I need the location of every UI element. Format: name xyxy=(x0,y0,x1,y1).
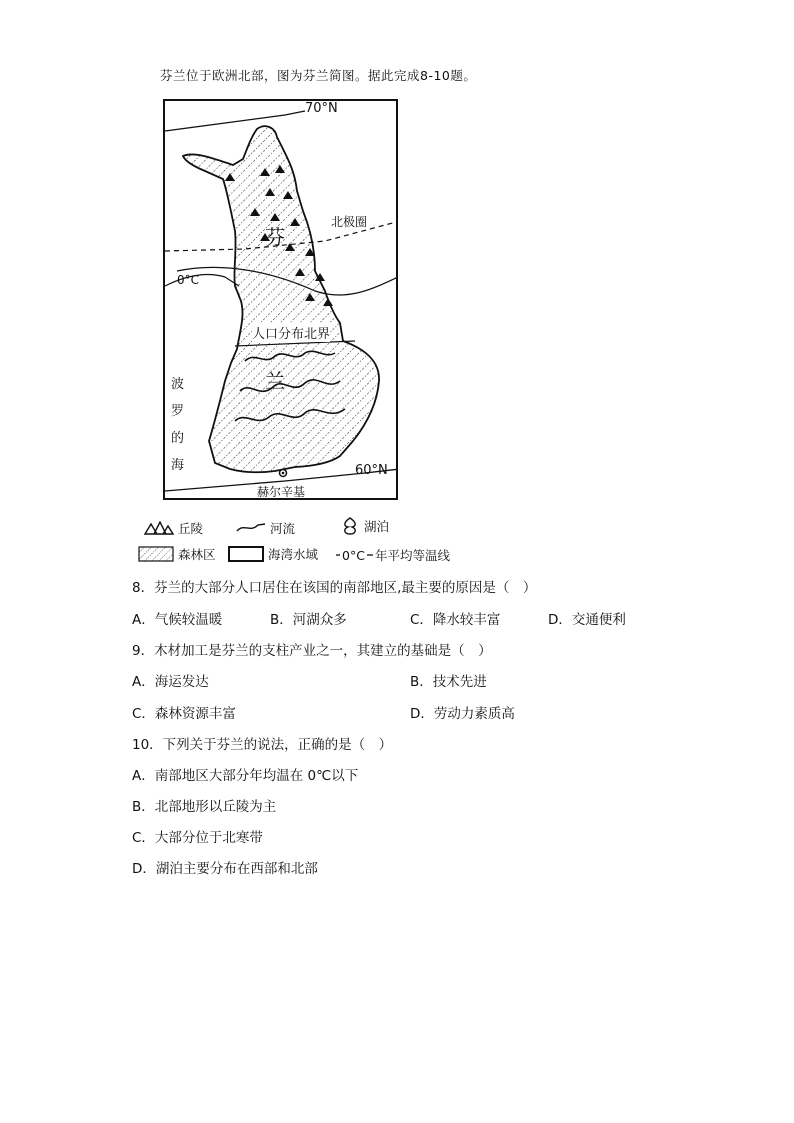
question-8-stem: 8．芬兰的大部分人口居住在该国的南部地区,最主要的原因是（ ） xyxy=(132,580,537,596)
country-char-2: 兰 xyxy=(265,369,285,393)
q9-option-a[interactable]: A．海运发达 xyxy=(132,674,209,690)
legend-river-label: 河流 xyxy=(270,521,296,536)
legend-isotherm-sample: 0°C xyxy=(342,547,365,563)
legend-river xyxy=(236,519,295,537)
q10-option-c[interactable]: C．大部分位于北寒带 xyxy=(132,830,263,846)
legend-isotherm xyxy=(335,546,450,564)
legend-bay xyxy=(228,545,318,563)
legend-forest xyxy=(138,545,216,563)
hills-icon xyxy=(144,521,174,535)
legend-lake xyxy=(340,517,389,535)
q9-option-b[interactable]: B．技术先进 xyxy=(410,674,487,690)
q8-option-b[interactable]: B．河湖众多 xyxy=(270,612,347,628)
finland-outline xyxy=(183,126,379,472)
q8-option-d[interactable]: D．交通便利 xyxy=(548,612,626,628)
lat-70-label: 70°N xyxy=(305,101,338,116)
helsinki-label: 赫尔辛基 xyxy=(257,485,306,499)
country-char-1: 芬 xyxy=(265,225,285,249)
question-10-stem: 10．下列关于芬兰的说法，正确的是（ ） xyxy=(132,737,393,753)
population-boundary-label: 人口分布北界 xyxy=(252,323,330,342)
q9-option-c[interactable]: C．森林资源丰富 xyxy=(132,706,236,722)
river-icon xyxy=(236,521,266,535)
finland-map-drawing xyxy=(165,101,398,500)
intro-text: 芬兰位于欧洲北部，图为芬兰简图。据此完成8-10题。 xyxy=(160,68,477,83)
legend-hills-label: 丘陵 xyxy=(178,521,204,536)
q10-option-d[interactable]: D．湖泊主要分布在西部和北部 xyxy=(132,861,318,877)
legend-hills xyxy=(144,519,203,537)
isotherm-label: 0°C xyxy=(177,273,200,287)
lat-60-label: 60°N xyxy=(355,463,388,478)
q8-option-a[interactable]: A．气候较温暖 xyxy=(132,612,223,628)
legend-isotherm-label: 年平均等温线 xyxy=(374,548,450,563)
bay-icon xyxy=(228,546,264,562)
legend-bay-label: 海湾水域 xyxy=(268,547,319,562)
isotherm-icon xyxy=(335,550,341,560)
lake-icon xyxy=(340,517,360,535)
finland-map xyxy=(163,99,398,500)
question-9-stem: 9．木材加工是芬兰的支柱产业之一，其建立的基础是（ ） xyxy=(132,643,492,659)
forest-icon xyxy=(138,546,174,562)
q9-option-d[interactable]: D．劳动力素质高 xyxy=(410,706,515,722)
arctic-circle-label: 北极圈 xyxy=(331,215,368,229)
sea-label: 波 罗 的 海 xyxy=(171,377,185,473)
legend-lake-label: 湖泊 xyxy=(364,519,390,534)
lat-70-line xyxy=(165,111,305,131)
q8-option-c[interactable]: C．降水较丰富 xyxy=(410,612,501,628)
q10-option-a[interactable]: A．南部地区大部分年均温在 0℃以下 xyxy=(132,768,359,784)
q10-option-b[interactable]: B．北部地形以丘陵为主 xyxy=(132,799,277,815)
legend-forest-label: 森林区 xyxy=(178,547,216,562)
